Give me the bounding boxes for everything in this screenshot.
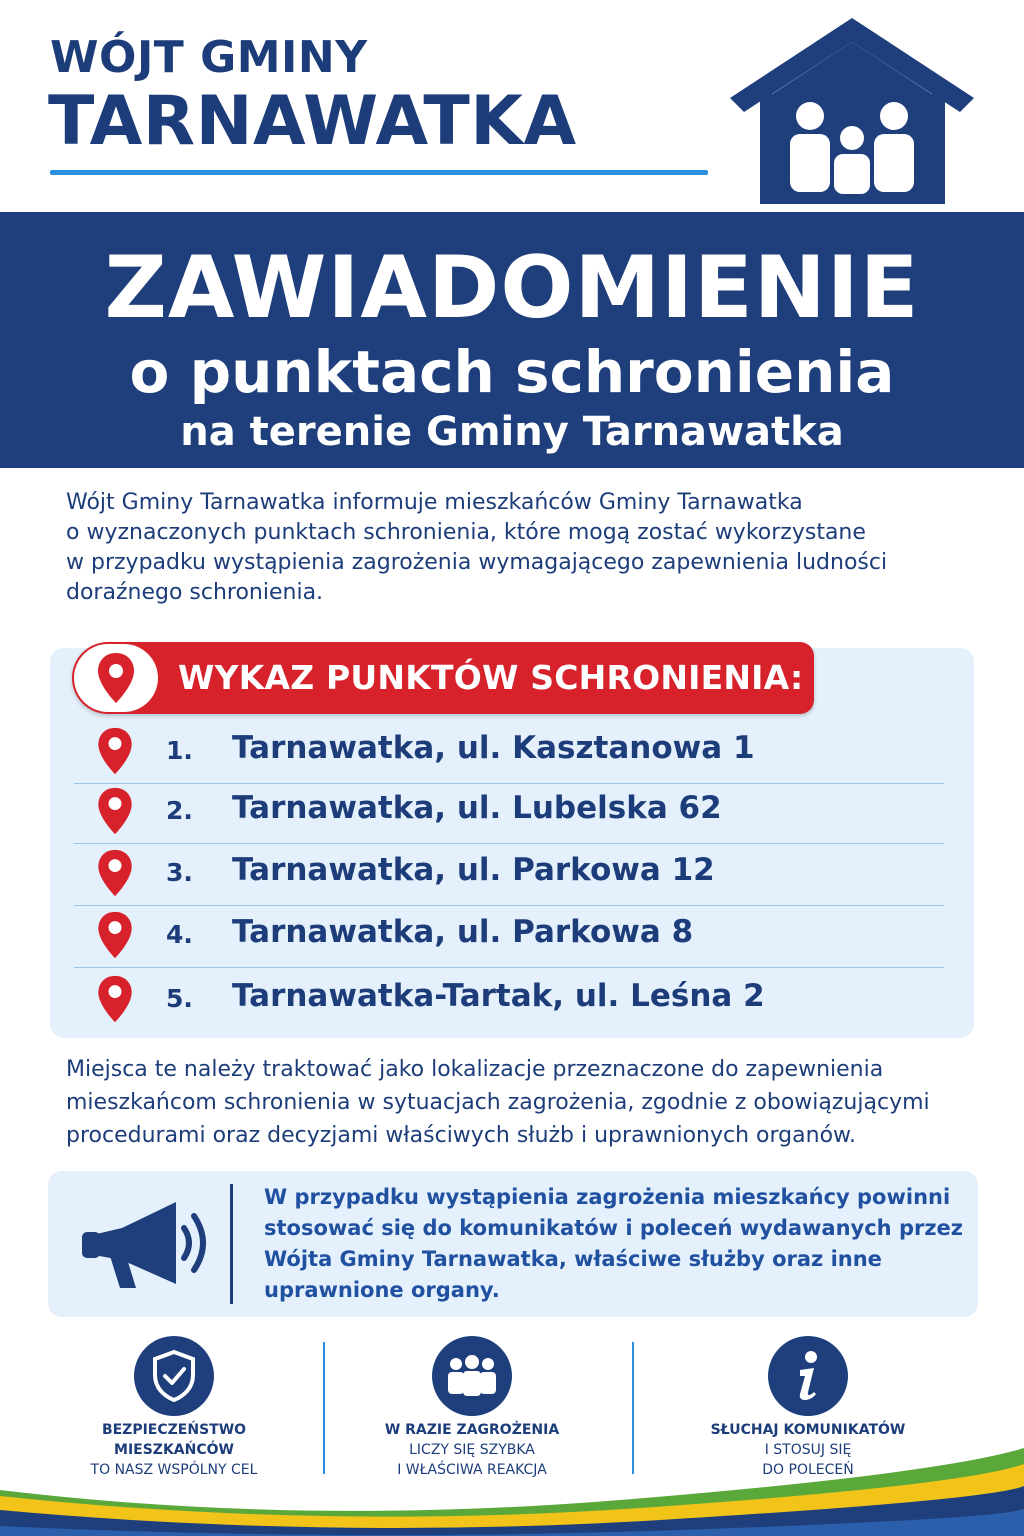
list-item-number: 3. bbox=[166, 858, 193, 887]
footer-normal-line: LICZY SIĘ SZYBKA bbox=[409, 1442, 535, 1458]
intro-paragraph bbox=[66, 488, 986, 608]
alert-line: W przypadku wystąpienia zagrożenia mieszkańcy powinni bbox=[264, 1185, 951, 1209]
shield-check-icon bbox=[134, 1336, 214, 1416]
list-item bbox=[74, 970, 944, 1032]
footer-bold-line: SŁUCHAJ KOMUNIKATÓW bbox=[710, 1422, 906, 1438]
divider bbox=[74, 967, 944, 968]
location-pin-icon bbox=[96, 974, 134, 1024]
alert-text bbox=[264, 1182, 964, 1306]
intro-line: Wójt Gminy Tarnawatka informuje mieszkańców Gminy Tarnawatka bbox=[66, 490, 803, 515]
banner bbox=[0, 212, 1024, 468]
intro-line: o wyznaczonych punktach schronienia, które mogą zostać wykorzystane bbox=[66, 520, 866, 545]
footer-normal-line: I STOSUJ SIĘ bbox=[764, 1442, 852, 1458]
footer-normal-line: I WŁAŚCIWA REAKCJA bbox=[397, 1462, 547, 1478]
intro-line: doraźnego schronienia. bbox=[66, 580, 324, 605]
footer-normal-line: DO POLECEŃ bbox=[762, 1462, 854, 1478]
header-rule bbox=[50, 170, 708, 175]
list-item-number: 5. bbox=[166, 984, 193, 1013]
list-item bbox=[74, 722, 944, 784]
header-line2: TARNAWATKA bbox=[48, 82, 577, 161]
footer-normal-line: TO NASZ WSPÓLNY CEL bbox=[90, 1462, 258, 1478]
list-item-number: 4. bbox=[166, 920, 193, 949]
footer-item-safety bbox=[24, 1336, 324, 1480]
note-line: mieszkańcom schronienia w sytuacjach zagrożenia, zgodnie z obowiązującymi bbox=[66, 1090, 930, 1115]
location-pin-icon bbox=[96, 848, 134, 898]
alert-line: Wójta Gminy Tarnawatka, właściwe służby oraz inne bbox=[264, 1247, 882, 1271]
location-pin-icon bbox=[96, 726, 134, 776]
note-line: Miejsca te należy traktować jako lokalizacje przeznaczone do zapewnienia bbox=[66, 1057, 884, 1082]
footer-item-listen bbox=[658, 1336, 958, 1480]
footer-bold-line: BEZPIECZEŃSTWO bbox=[101, 1422, 247, 1438]
header bbox=[0, 0, 1024, 212]
footer-item-danger bbox=[322, 1336, 622, 1480]
list-item bbox=[74, 906, 944, 968]
banner-subtitle-2: na terenie Gminy Tarnawatka bbox=[180, 409, 844, 455]
alert-line: uprawnione organy. bbox=[264, 1278, 500, 1302]
list-item-number: 1. bbox=[166, 736, 193, 765]
house-family-icon bbox=[730, 14, 975, 204]
list-item-address: Tarnawatka, ul. Parkowa 12 bbox=[232, 852, 715, 888]
list-item-number: 2. bbox=[166, 796, 193, 825]
list-item-address: Tarnawatka, ul. Lubelska 62 bbox=[232, 790, 722, 826]
note-line: procedurami oraz decyzjami właściwych służb i uprawnionych organów. bbox=[66, 1123, 856, 1148]
alert-line: stosować się do komunikatów i poleceń wydawanych przez bbox=[264, 1216, 964, 1240]
list-item-address: Tarnawatka-Tartak, ul. Leśna 2 bbox=[232, 978, 765, 1014]
info-icon bbox=[768, 1336, 848, 1416]
shelter-list-title: WYKAZ PUNKTÓW SCHRONIENIA: bbox=[178, 658, 804, 697]
location-pin-icon bbox=[96, 786, 134, 836]
footer-bold-line: W RAZIE ZAGROŻENIA bbox=[384, 1422, 560, 1438]
footer-divider bbox=[632, 1342, 634, 1474]
list-item bbox=[74, 844, 944, 906]
intro-line: w przypadku wystąpienia zagrożenia wymagającego zapewnienia ludności bbox=[66, 550, 888, 575]
banner-subtitle: o punktach schronienia bbox=[129, 338, 895, 406]
banner-title: ZAWIADOMIENIE bbox=[104, 238, 920, 338]
note-paragraph bbox=[66, 1053, 986, 1152]
people-group-icon bbox=[432, 1336, 512, 1416]
megaphone-icon bbox=[80, 1192, 210, 1296]
list-item bbox=[74, 782, 944, 844]
alert-divider bbox=[230, 1184, 233, 1304]
header-line1: WÓJT GMINY bbox=[50, 32, 368, 83]
footer-bold-line: MIESZKAŃCÓW bbox=[114, 1442, 234, 1458]
list-item-address: Tarnawatka, ul. Parkowa 8 bbox=[232, 914, 694, 950]
location-pin-icon bbox=[74, 644, 158, 712]
location-pin-icon bbox=[96, 910, 134, 960]
list-item-address: Tarnawatka, ul. Kasztanowa 1 bbox=[232, 730, 755, 766]
